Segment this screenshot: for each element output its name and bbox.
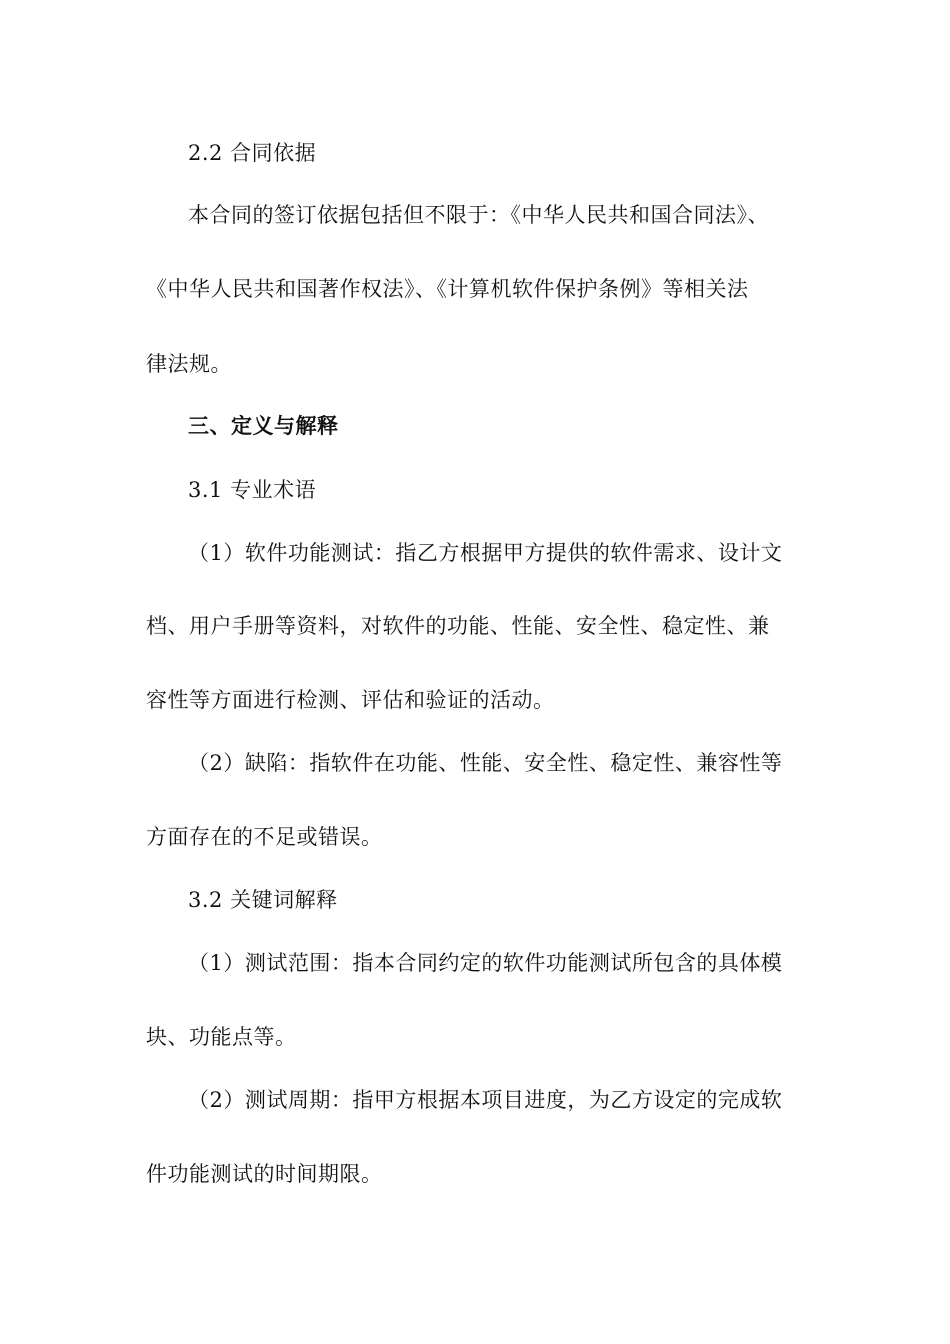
section-2-2-heading: 2.2 合同依据 xyxy=(188,141,317,165)
paragraph-line: 块、功能点等。 xyxy=(146,1025,297,1049)
paragraph-line: （1）软件功能测试：指乙方根据甲方提供的软件需求、设计文 xyxy=(188,541,783,565)
paragraph-line: （1）测试范围：指本合同约定的软件功能测试所包含的具体模 xyxy=(188,951,783,975)
paragraph-line: 件功能测试的时间期限。 xyxy=(146,1162,383,1186)
paragraph-line: 方面存在的不足或错误。 xyxy=(146,825,383,849)
paragraph-line: 《中华人民共和国著作权法》、《计算机软件保护条例》等相关法 xyxy=(146,277,749,301)
paragraph-line: （2）缺陷：指软件在功能、性能、安全性、稳定性、兼容性等 xyxy=(188,751,783,775)
section-3-2-heading: 3.2 关键词解释 xyxy=(188,888,338,912)
paragraph-line: （2）测试周期：指甲方根据本项目进度，为乙方设定的完成软 xyxy=(188,1088,783,1112)
section-3-heading: 三、定义与解释 xyxy=(188,413,339,438)
paragraph-line: 档、用户手册等资料，对软件的功能、性能、安全性、稳定性、兼 xyxy=(146,614,770,638)
paragraph-line: 本合同的签订依据包括但不限于：《中华人民共和国合同法》、 xyxy=(188,203,769,227)
paragraph-line: 容性等方面进行检测、评估和验证的活动。 xyxy=(146,688,555,712)
section-3-1-heading: 3.1 专业术语 xyxy=(188,478,317,502)
paragraph-line: 律法规。 xyxy=(146,352,232,376)
